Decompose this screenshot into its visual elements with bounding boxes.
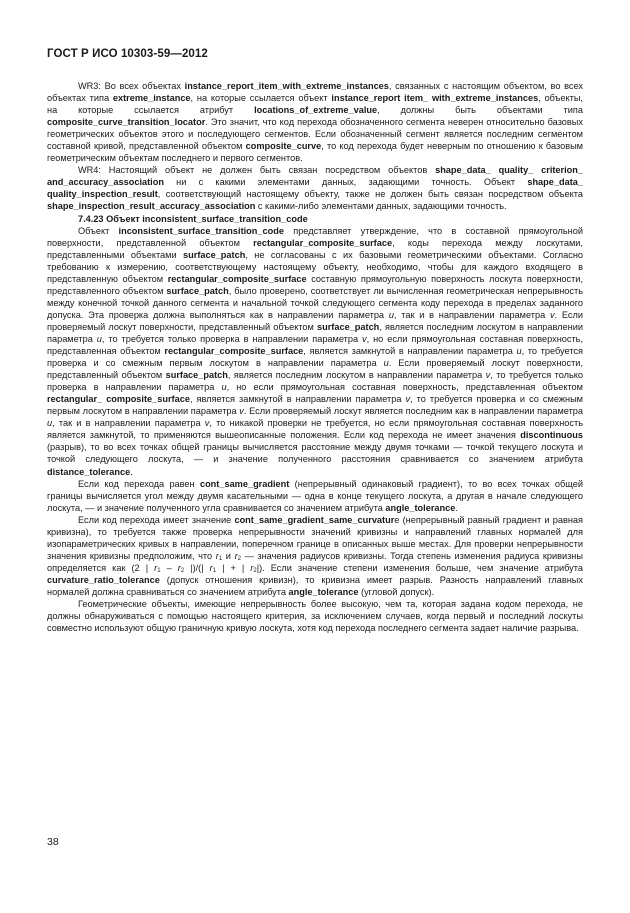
paragraph-wr4: WR4: Настоящий объект не должен быть связан посредством объектов shape_data_ quality_ criterion_ and_accuracy_association ни с какими элементами данных, задающими точность. Объект shape_data_ quality_inspection_result, соответствующий настоящему объекту, также не должен быть связан посредством объекта shape_inspection_result_accuracy_association с какими-либо элементами данных, задающими точность. — [47, 165, 584, 212]
paragraph-main: Объект inconsistent_surface_transition_code представляет утверждение, что в составной прямоугольной поверхности, представленной объектом rectangular_composite_surface, коды перехода между лоскутами, представленными объектами surface_patch, не согласованы с их базовыми геометрическими объектами. Согласно требованию к измерению, соответствующему настоящему объекту, необходимо, чтобы для каждого входящего в представленную объектом rectangular_composite_surface составную прямоугольную поверхность лоскута поверхности, представленного объектом surface_patch, было проверено, соответствует ли вычисленная геометрическая непрерывность между конечной точкой данного сегмента и начальной точкой следующего сегмента коду перехода в пределах заданного допуска. Эта проверка должна выполняться как в направлении параметра u, так и в направлении параметра v. Если проверяемый лоскут поверхности, представленный объектом surface_patch, является последним лоскутом в направлении параметра u, то требуется только проверка в направлении параметра v, но если прямоугольная составная поверхность, представленная объектом rectangular_composite_surface, является замкнутой в направлении параметра u, то требуется проверка и со смежным первым лоскутом в направлении параметра u. Если проверяемый лоскут поверхности, представленный объектом surface_patch, является последним лоскутом в направлении параметра v, то требуется только проверка в направлении параметра u, но если прямоугольная составная поверхность, представленная объектом rectangular_ composite_surface, является замкнутой в направлении параметра v, то требуется проверка и со смежным первым лоскутом в направлении параметра v. Если проверяемый лоскут является последним как в направлении параметра u, так и в направлении параметра v, то никакой проверки не требуется, но если прямоугольная составная поверхность является замкнутой, то применяются вышеописанные положения. Если код перехода не имеет значения discontinuous (разрыв), то во всех точках общей границы вычисляется расстояние между двумя точками — точкой текущего лоскута и точкой следующего лоскута, — и значение полученного расстояния сравнивается со значением атрибута distance_tolerance. — [47, 225, 584, 477]
paragraph-final: Геометрические объекты, имеющие непрерывность более высокую, чем та, которая задана кодом перехода, не должны обнаруживаться с помощью настоящего критерия, за исключением случаев, когда первый и последний лоскуты совместно используют общую граничную кривую лоскута, хотя код перехода последнего сегмента задает наличие разрыва. — [47, 599, 583, 634]
paragraph-curvature: Если код перехода имеет значение cont_same_gradient_same_curvature (непрерывный равный градиент и равная кривизна), то требуется также проверка непрерывности значений кривизны и направлений главных нормалей для изопараметрических кривых в направлении, поперечном границе в описанных выше местах. Для проверки непрерывности значения кривизны предположим, что $r_1$ и $r_2$ — значения радиусов кривизны. Тогда степень изменения радиуса кривизны определяется как (2 | $r_1 - r_2$ |)/(| $r_1$ | + | $r_2|$). Если значение степени изменения больше, чем значение атрибута curvature_ratio_tolerance (допуск отношения кривизн), то кривизна имеет разрыв. Разность направлений главных нормалей должна сравниваться со значением атрибута angle_tolerance (угловой допуск). — [47, 514, 583, 597]
paragraph-cont-same-gradient: Если код перехода равен cont_same_gradient (непрерывный одинаковый градиент), то во всех точках общей границы вычисляется угол между двумя касательными — одна в конце текущего лоскута, а другая в начале следующего лоскута, — и значение полученного угла сравнивается со значением атрибута angle_tolerance. — [47, 478, 583, 513]
document-header: ГОСТ Р ИСО 10303-59—2012 — [47, 48, 208, 60]
document-body — [47, 80, 583, 634]
page-number: 38 — [47, 836, 59, 848]
section-heading: 7.4.23 Объект inconsistent_surface_transition_code — [78, 213, 308, 224]
paragraph-wr3: WR3: Во всех объектах instance_report_item_with_extreme_instances, связанных с настоящим объектом, во всех объектах типа extreme_instance, на которые ссылается объект instance_report item_ with_extreme_instances, объекты, на которые ссылается атрибут locations_of_extreme_value, должны быть объектами типа composite_curve_transition_locator. Это значит, что код перехода обозначенного сегмента неверен относительно базовых геометрических объектов этого и последующего сегментов. Если обозначенный сегмент является последним сегментом составной кривой, представленной объектом composite_curve, то код перехода будет неверным по отношению к базовым геометрическим объектам последнего и первого сегментов. — [47, 81, 583, 164]
